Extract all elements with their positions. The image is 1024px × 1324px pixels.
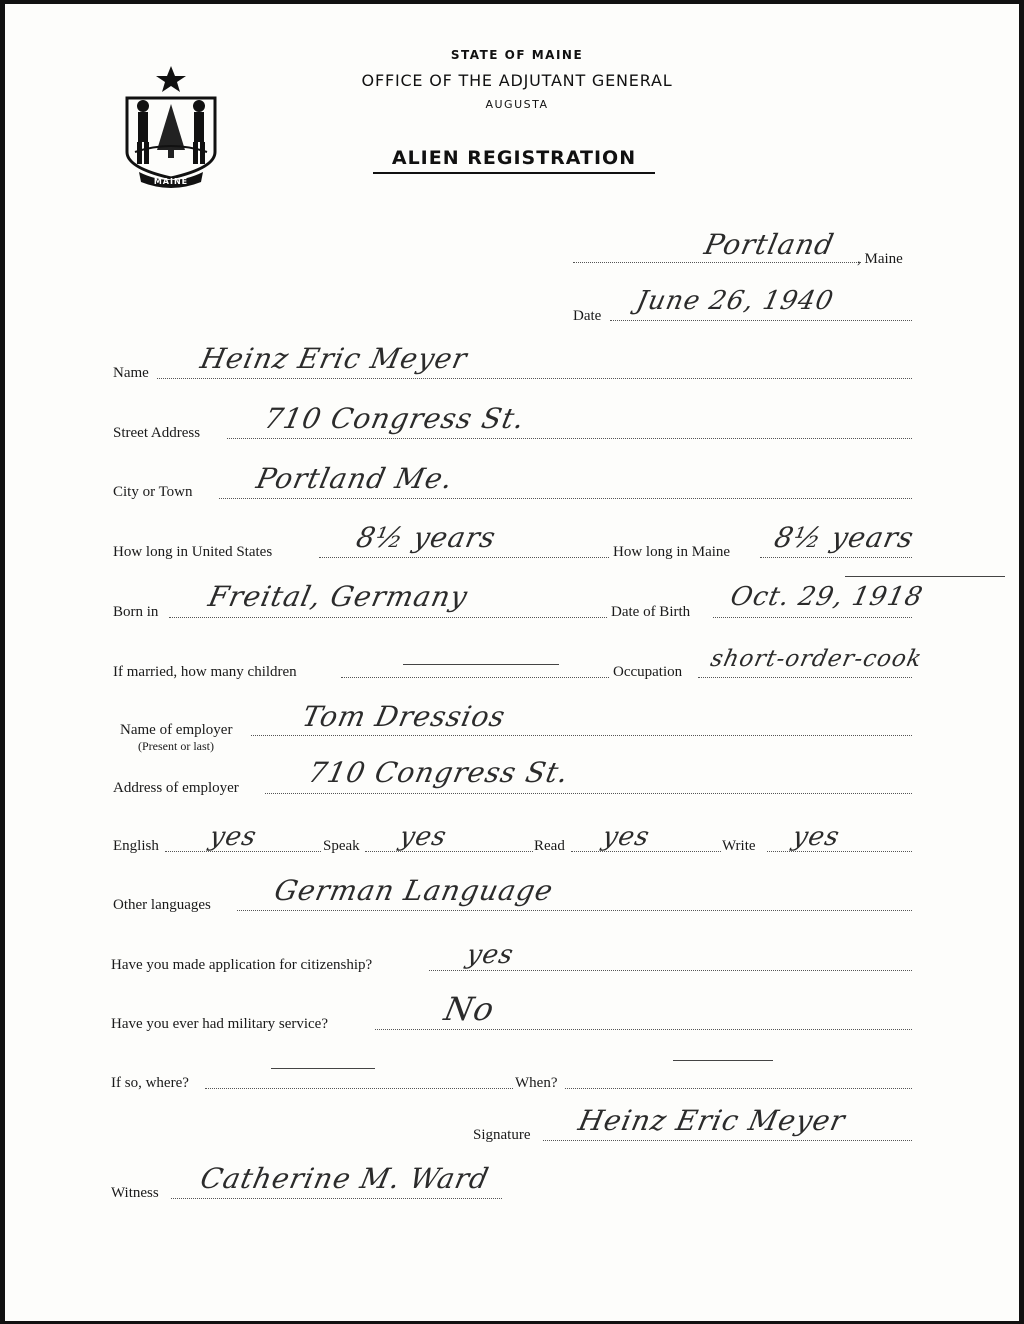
- city-label: City or Town: [113, 484, 193, 500]
- date-of-birth-label: Date of Birth: [611, 604, 691, 620]
- name-line: [157, 378, 912, 379]
- occupation-label: Occupation: [613, 664, 683, 680]
- where-line: [205, 1088, 513, 1089]
- stray-line: [845, 576, 1005, 577]
- military-label: Have you ever had military service?: [111, 1016, 328, 1032]
- date-line: [610, 320, 912, 321]
- other-languages-label: Other languages: [113, 897, 211, 913]
- born-in-value: Freital, Germany: [205, 580, 471, 613]
- military-line: [375, 1029, 912, 1030]
- citizenship-label: Have you made application for citizenship?: [111, 957, 373, 973]
- date-label: Date: [573, 308, 602, 324]
- city-line: [219, 498, 912, 499]
- signature-value: Heinz Eric Meyer: [575, 1104, 849, 1137]
- married-children-dash: [403, 664, 559, 665]
- form-title: ALIEN REGISTRATION: [373, 147, 655, 174]
- married-children-label: If married, how many children: [113, 664, 297, 680]
- occupation-value: short-order-cook: [708, 646, 925, 672]
- where-dash: [271, 1068, 375, 1069]
- street-address-line: [227, 438, 912, 439]
- date-value: June 26, 1940: [633, 286, 837, 316]
- town-line: [573, 262, 861, 263]
- born-in-label: Born in: [113, 604, 159, 620]
- when-dash: [673, 1060, 773, 1061]
- how-long-us-line: [319, 557, 609, 558]
- name-label: Name: [113, 365, 149, 381]
- date-of-birth-line: [713, 617, 912, 618]
- witness-label: Witness: [111, 1185, 159, 1201]
- witness-line: [171, 1198, 502, 1199]
- other-languages-value: German Language: [271, 874, 557, 907]
- married-children-line: [341, 677, 609, 678]
- date-of-birth-value: Oct. 29, 1918: [727, 582, 926, 612]
- occupation-line: [698, 677, 912, 678]
- employer-note: (Present or last): [138, 739, 214, 753]
- speak-line: [365, 851, 533, 852]
- office-heading: OFFICE OF THE ADJUTANT GENERAL: [361, 71, 673, 90]
- where-label: If so, where?: [111, 1075, 189, 1091]
- witness-value: Catherine M. Ward: [197, 1162, 493, 1195]
- write-value: yes: [789, 822, 843, 852]
- write-label: Write: [722, 838, 756, 854]
- how-long-maine-value: 8½ years: [771, 521, 918, 554]
- speak-value: yes: [396, 822, 450, 852]
- other-languages-line: [237, 910, 912, 911]
- city-value: Portland Me.: [253, 462, 457, 495]
- citizenship-value: yes: [463, 940, 517, 970]
- read-label: Read: [534, 838, 565, 854]
- signature-label: Signature: [473, 1127, 531, 1143]
- employer-name-line: [251, 735, 912, 736]
- how-long-maine-label: How long in Maine: [613, 544, 731, 560]
- signature-line: [543, 1140, 912, 1141]
- state-heading: STATE OF MAINE: [450, 48, 584, 62]
- employer-address-value: 710 Congress St.: [305, 756, 573, 789]
- military-value: No: [440, 990, 499, 1028]
- english-value: yes: [206, 822, 260, 852]
- city-heading: AUGUSTA: [485, 98, 549, 111]
- born-in-line: [169, 617, 607, 618]
- name-value: Heinz Eric Meyer: [197, 342, 471, 375]
- how-long-us-label: How long in United States: [113, 544, 273, 560]
- speak-label: Speak: [323, 838, 360, 854]
- read-value: yes: [599, 822, 653, 852]
- how-long-maine-line: [760, 557, 912, 558]
- employer-address-label: Address of employer: [113, 780, 239, 796]
- employer-name-label: Name of employer: [120, 722, 233, 738]
- seal-banner-text: MAINE: [153, 177, 189, 186]
- when-label: When?: [515, 1075, 558, 1091]
- when-line: [565, 1088, 912, 1089]
- citizenship-line: [429, 970, 912, 971]
- english-label: English: [113, 838, 159, 854]
- street-address-value: 710 Congress St.: [261, 402, 529, 435]
- maine-label: , Maine: [857, 251, 903, 267]
- employer-address-line: [265, 793, 912, 794]
- street-address-label: Street Address: [113, 425, 201, 441]
- employer-name-value: Tom Dressios: [299, 700, 509, 733]
- town-value: Portland: [701, 228, 838, 261]
- how-long-us-value: 8½ years: [353, 521, 500, 554]
